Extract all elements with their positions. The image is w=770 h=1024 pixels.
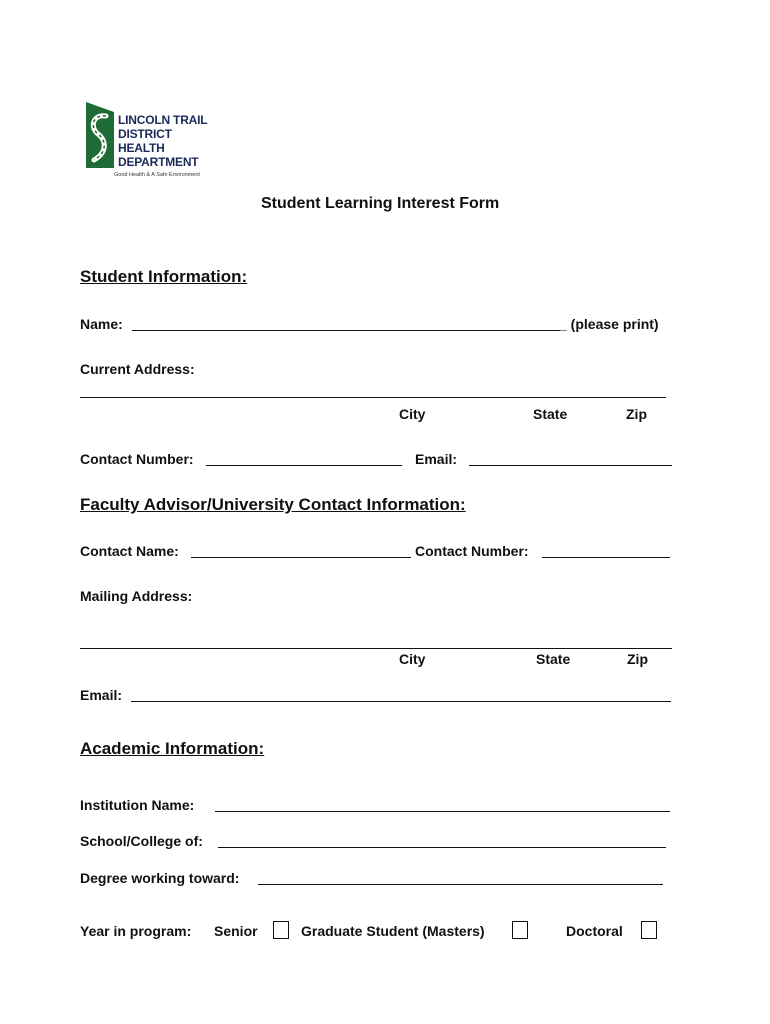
school-college-label: School/College of: (80, 833, 203, 849)
faculty-contact-number-field[interactable] (542, 557, 670, 558)
institution-name-field[interactable] (215, 811, 670, 812)
current-address-field[interactable] (80, 397, 666, 398)
logo-line-3: HEALTH (118, 141, 165, 155)
logo-tagline: Good Health & A Safe Environment (114, 172, 200, 178)
institution-name-label: Institution Name: (80, 797, 195, 813)
logo-line-1: LINCOLN TRAIL (118, 113, 208, 127)
logo-line-4: DEPARTMENT (118, 155, 199, 169)
please-print-note: _ (please print) (559, 316, 659, 332)
faculty-email-field[interactable] (131, 701, 671, 702)
graduate-checkbox[interactable] (512, 921, 528, 939)
faculty-information-heading: Faculty Advisor/University Contact Information: (80, 495, 466, 514)
senior-checkbox[interactable] (273, 921, 289, 939)
year-in-program-label: Year in program: (80, 923, 192, 939)
student-email-field[interactable] (469, 465, 672, 466)
faculty-contact-name-field[interactable] (191, 557, 411, 558)
senior-option-label: Senior (214, 923, 258, 939)
faculty-city-label: City (399, 651, 426, 667)
student-email-label: Email: (415, 451, 458, 467)
health-department-logo-icon (84, 100, 116, 170)
faculty-email-label: Email: (80, 687, 123, 703)
form-title: Student Learning Interest Form (261, 195, 500, 212)
current-address-label: Current Address: (80, 361, 195, 377)
student-contact-number-field[interactable] (206, 465, 402, 466)
faculty-zip-label: Zip (627, 651, 648, 667)
faculty-contact-number-label: Contact Number: (415, 543, 529, 559)
degree-label: Degree working toward: (80, 870, 240, 886)
student-state-label: State (533, 406, 568, 422)
graduate-option-label: Graduate Student (Masters) (301, 923, 485, 939)
student-name-field[interactable] (132, 330, 560, 331)
faculty-state-label: State (536, 651, 571, 667)
school-college-field[interactable] (218, 847, 666, 848)
mailing-address-label: Mailing Address: (80, 588, 193, 604)
degree-field[interactable] (258, 884, 663, 885)
student-city-label: City (399, 406, 426, 422)
faculty-contact-name-label: Contact Name: (80, 543, 179, 559)
student-contact-number-label: Contact Number: (80, 451, 194, 467)
student-zip-label: Zip (626, 406, 647, 422)
doctoral-checkbox[interactable] (641, 921, 657, 939)
academic-information-heading: Academic Information: (80, 739, 265, 758)
logo-line-2: DISTRICT (118, 127, 172, 141)
student-information-heading: Student Information: (80, 267, 248, 286)
student-name-label: Name: (80, 316, 123, 332)
doctoral-option-label: Doctoral (566, 923, 623, 939)
mailing-address-field[interactable] (80, 648, 672, 649)
